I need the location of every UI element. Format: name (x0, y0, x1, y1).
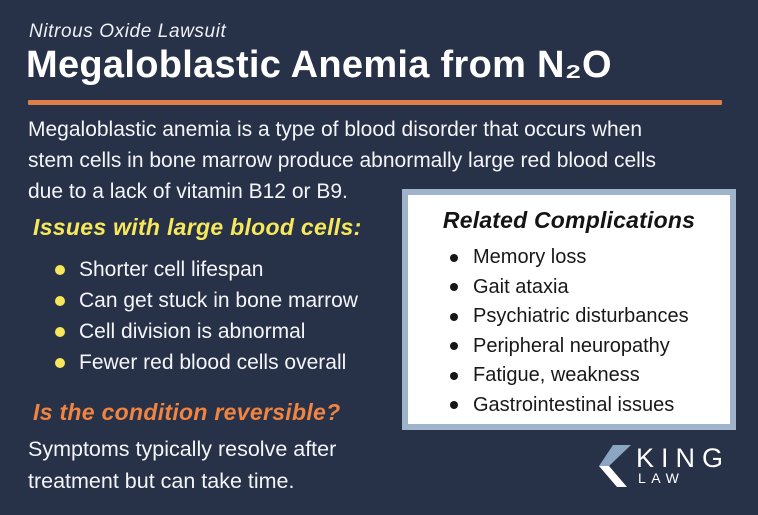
logo-name: KING (636, 443, 731, 473)
list-item-label: Peripheral neuropathy (473, 334, 670, 357)
list-item-label: Psychiatric disturbances (473, 305, 689, 328)
bullet-icon (450, 401, 458, 409)
accent-divider (28, 100, 722, 105)
bullet-icon (55, 265, 65, 275)
reversible-line: Symptoms typically resolve after (28, 437, 337, 461)
bullet-icon (55, 327, 65, 337)
reversible-heading: Is the condition reversible? (33, 399, 341, 425)
bullet-icon (450, 283, 458, 291)
bullet-icon (55, 296, 65, 306)
intro-line: due to a lack of vitamin B12 or B9. (28, 180, 348, 203)
list-item-label: Shorter cell lifespan (79, 257, 264, 281)
list-item-label: Fewer red blood cells overall (79, 350, 347, 374)
reversible-paragraph (28, 434, 336, 497)
list-item-label: Fatigue, weakness (473, 364, 640, 387)
list-item (450, 332, 730, 362)
complications-list (450, 243, 730, 420)
list-item-label: Gastrointestinal issues (473, 393, 675, 416)
list-item (450, 243, 730, 273)
bullet-icon (450, 372, 458, 380)
intro-line: stem cells in bone marrow produce abnormally large red blood cells (28, 149, 656, 172)
list-item (450, 361, 730, 391)
list-item (450, 273, 730, 303)
bullet-icon (55, 358, 65, 368)
bullet-icon (450, 313, 458, 321)
issues-list (55, 254, 358, 378)
bullet-icon (450, 254, 458, 262)
list-item (55, 254, 358, 285)
logo-wordmark (636, 445, 730, 486)
reversible-line: treatment but can take time. (28, 468, 295, 493)
logo-subname: LAW (638, 470, 685, 486)
list-item (55, 316, 358, 347)
list-item-label: Can get stuck in bone marrow (79, 288, 358, 312)
list-item (55, 285, 358, 316)
list-item (55, 347, 358, 378)
related-complications-heading: Related Complications (442, 207, 696, 233)
king-law-chevron-icon (599, 445, 631, 487)
list-item (450, 391, 730, 421)
list-item-label: Cell division is abnormal (79, 319, 306, 343)
page-title: Megaloblastic Anemia from N₂O (26, 44, 612, 86)
list-item-label: Memory loss (473, 246, 587, 269)
bullet-icon (450, 342, 458, 350)
king-law-logo (599, 445, 730, 487)
intro-line: Megaloblastic anemia is a type of blood disorder that occurs when (28, 118, 643, 141)
list-item (450, 302, 730, 332)
related-complications-card (402, 189, 736, 430)
list-item-label: Gait ataxia (473, 275, 569, 298)
issues-heading: Issues with large blood cells: (33, 214, 362, 240)
kicker: Nitrous Oxide Lawsuit (29, 21, 227, 42)
